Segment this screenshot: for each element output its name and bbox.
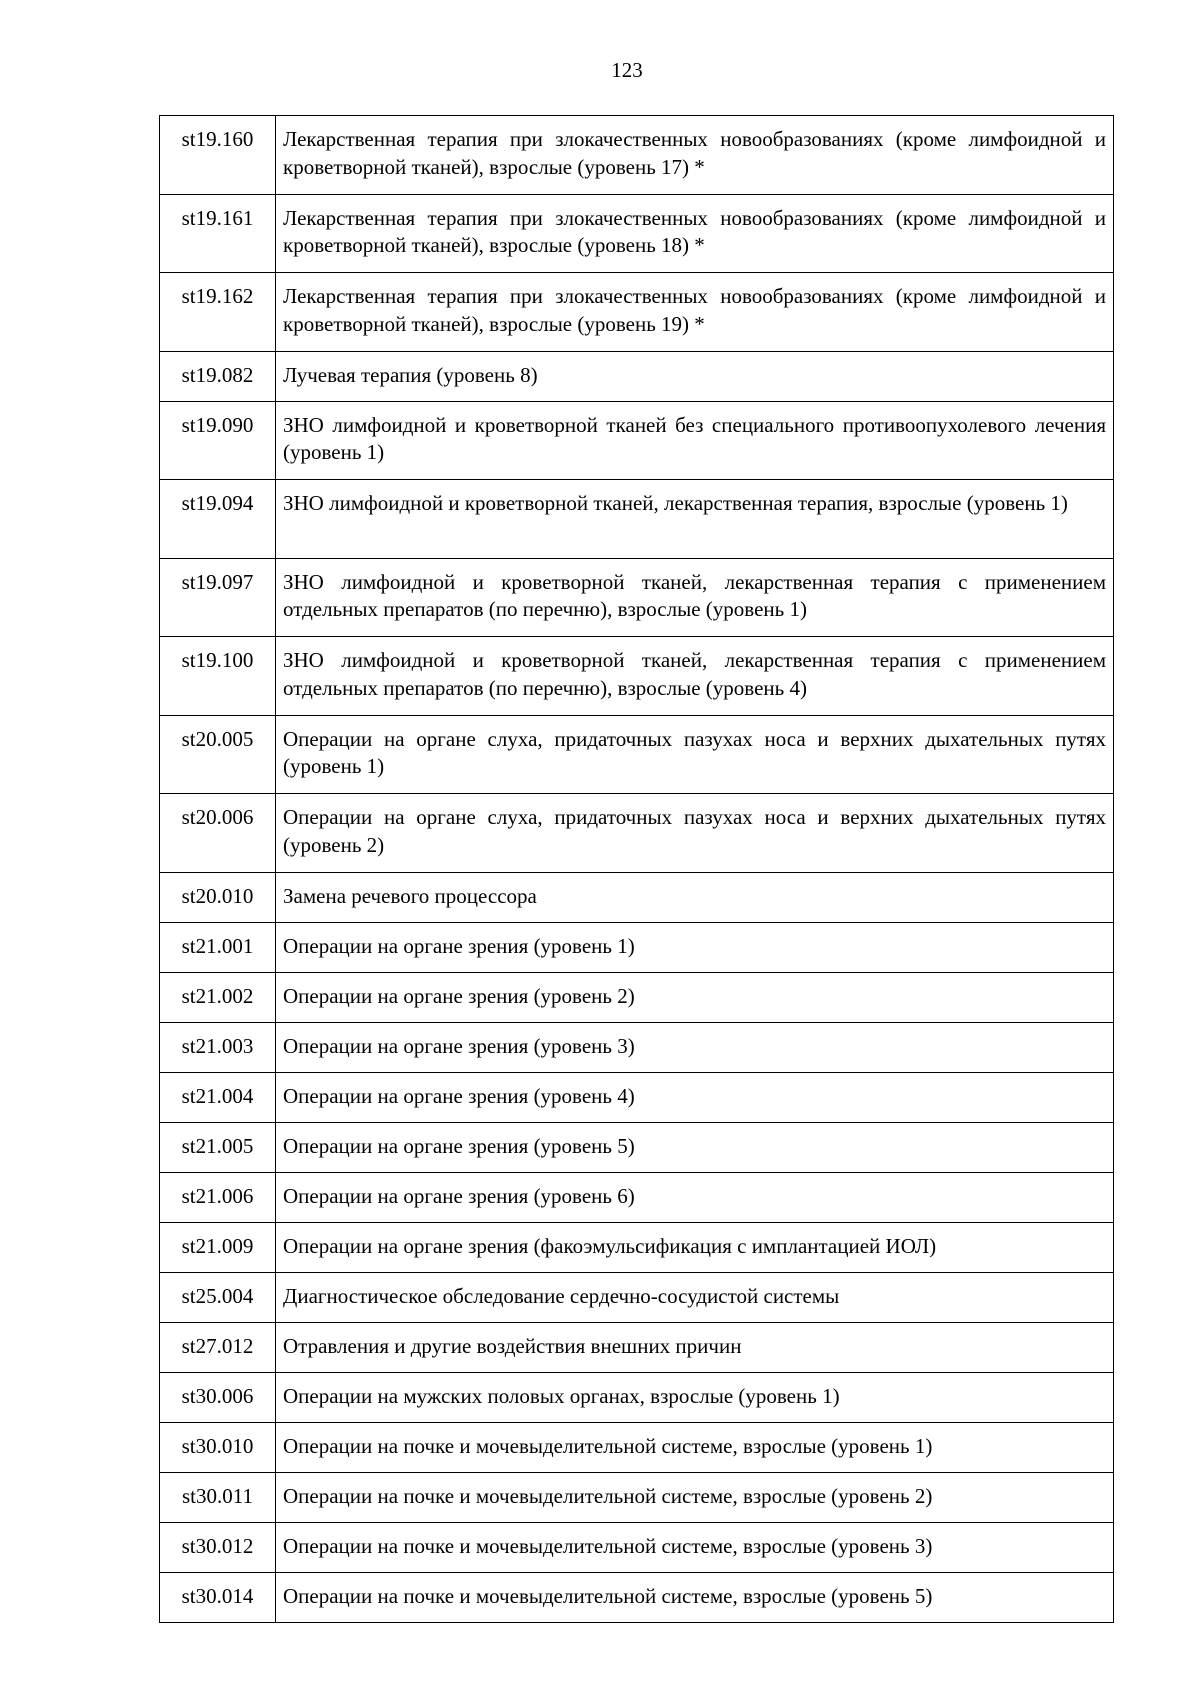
row-description: Операции на органе зрения (уровень 6) <box>276 1172 1114 1222</box>
table-row <box>160 715 1114 794</box>
row-code: st30.012 <box>160 1522 276 1572</box>
row-description: Замена речевого процессора <box>276 872 1114 922</box>
row-code: st20.006 <box>160 794 276 873</box>
row-description: Операции на органе слуха, придаточных пазухах носа и верхних дыхательных путях (уровень 1) <box>276 715 1114 794</box>
page-number: 123 <box>611 58 643 82</box>
row-description: Операции на органе зрения (факоэмульсификация с имплантацией ИОЛ) <box>276 1222 1114 1272</box>
table-row <box>160 401 1114 480</box>
row-description: Операции на почке и мочевыделительной системе, взрослые (уровень 1) <box>276 1422 1114 1472</box>
table-row <box>160 558 1114 637</box>
row-code: st21.006 <box>160 1172 276 1222</box>
row-description: Лекарственная терапия при злокачественных новообразованиях (кроме лимфоидной и кроветворной тканей), взрослые (уровень 17) * <box>276 116 1114 195</box>
row-code: st19.162 <box>160 273 276 352</box>
row-description: Лекарственная терапия при злокачественных новообразованиях (кроме лимфоидной и кроветворной тканей), взрослые (уровень 18) * <box>276 194 1114 273</box>
table-row <box>160 273 1114 352</box>
table-row <box>160 1272 1114 1322</box>
table-row <box>160 637 1114 716</box>
row-code: st25.004 <box>160 1272 276 1322</box>
row-code: st19.090 <box>160 401 276 480</box>
row-code: st21.001 <box>160 922 276 972</box>
table-row <box>160 922 1114 972</box>
row-code: st30.014 <box>160 1572 276 1622</box>
row-code: st19.097 <box>160 558 276 637</box>
row-description: Операции на органе зрения (уровень 5) <box>276 1122 1114 1172</box>
table-row <box>160 116 1114 195</box>
table-row <box>160 1322 1114 1372</box>
table-row <box>160 1172 1114 1222</box>
row-code: st21.003 <box>160 1022 276 1072</box>
row-description: ЗНО лимфоидной и кроветворной тканей, лекарственная терапия, взрослые (уровень 1) <box>276 480 1114 559</box>
table-row <box>160 351 1114 401</box>
row-code: st30.011 <box>160 1472 276 1522</box>
row-code: st27.012 <box>160 1322 276 1372</box>
row-description: ЗНО лимфоидной и кроветворной тканей, лекарственная терапия с применением отдельных препаратов (по перечню), взрослые (уровень 1) <box>276 558 1114 637</box>
row-code: st20.005 <box>160 715 276 794</box>
row-description: ЗНО лимфоидной и кроветворной тканей без специального противоопухолевого лечения (уровень 1) <box>276 401 1114 480</box>
row-code: st30.006 <box>160 1372 276 1422</box>
row-description: Операции на почке и мочевыделительной системе, взрослые (уровень 3) <box>276 1522 1114 1572</box>
row-description: Лекарственная терапия при злокачественных новообразованиях (кроме лимфоидной и кроветворной тканей), взрослые (уровень 19) * <box>276 273 1114 352</box>
row-code: st19.082 <box>160 351 276 401</box>
row-code: st19.160 <box>160 116 276 195</box>
table-row <box>160 1372 1114 1422</box>
row-code: st30.010 <box>160 1422 276 1472</box>
row-description: Отравления и другие воздействия внешних причин <box>276 1322 1114 1372</box>
row-description: Диагностическое обследование сердечно-сосудистой системы <box>276 1272 1114 1322</box>
table-row <box>160 480 1114 559</box>
row-code: st19.100 <box>160 637 276 716</box>
row-code: st19.094 <box>160 480 276 559</box>
row-code: st21.005 <box>160 1122 276 1172</box>
row-description: Операции на органе зрения (уровень 2) <box>276 972 1114 1022</box>
row-description: Операции на органе слуха, придаточных пазухах носа и верхних дыхательных путях (уровень 2) <box>276 794 1114 873</box>
ksg-table <box>159 115 1114 1623</box>
table-row <box>160 1472 1114 1522</box>
table-row <box>160 794 1114 873</box>
row-code: st20.010 <box>160 872 276 922</box>
table-row <box>160 1022 1114 1072</box>
row-description: Операции на органе зрения (уровень 3) <box>276 1022 1114 1072</box>
row-code: st21.009 <box>160 1222 276 1272</box>
row-code: st21.004 <box>160 1072 276 1122</box>
row-description: Операции на органе зрения (уровень 4) <box>276 1072 1114 1122</box>
row-description: Операции на почке и мочевыделительной системе, взрослые (уровень 2) <box>276 1472 1114 1522</box>
table-row <box>160 194 1114 273</box>
row-code: st21.002 <box>160 972 276 1022</box>
table-row <box>160 1422 1114 1472</box>
row-code: st19.161 <box>160 194 276 273</box>
row-description: ЗНО лимфоидной и кроветворной тканей, лекарственная терапия с применением отдельных препаратов (по перечню), взрослые (уровень 4) <box>276 637 1114 716</box>
table-row <box>160 972 1114 1022</box>
table-row <box>160 1222 1114 1272</box>
row-description: Операции на почке и мочевыделительной системе, взрослые (уровень 5) <box>276 1572 1114 1622</box>
row-description: Лучевая терапия (уровень 8) <box>276 351 1114 401</box>
row-description: Операции на мужских половых органах, взрослые (уровень 1) <box>276 1372 1114 1422</box>
table-row <box>160 872 1114 922</box>
table-row <box>160 1572 1114 1622</box>
table-row <box>160 1522 1114 1572</box>
table-row <box>160 1072 1114 1122</box>
row-description: Операции на органе зрения (уровень 1) <box>276 922 1114 972</box>
table-row <box>160 1122 1114 1172</box>
